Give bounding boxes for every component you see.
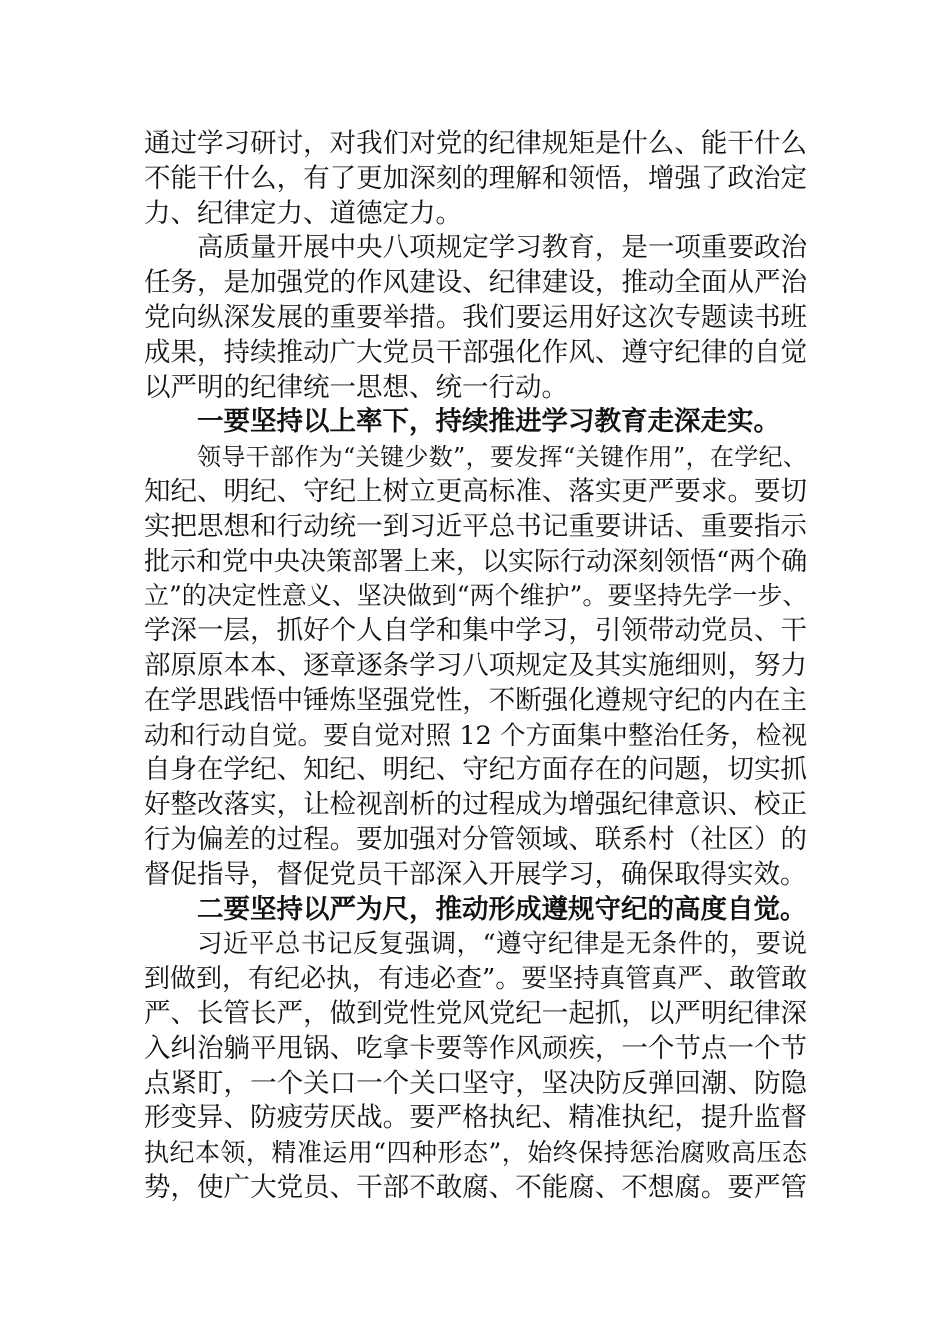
paragraph-line: 动和行动自觉。要自觉对照 12 个方面集中整治任务，检视	[144, 720, 807, 751]
paragraph-line: 部原原本本、逐章逐条学习八项规定及其实施细则，努力	[144, 649, 807, 681]
paragraph-line: 领导干部作为“关键少数”，要发挥“关键作用”，在学纪、	[197, 443, 807, 472]
paragraph-line: 习近平总书记反复强调，“遵守纪律是无条件的，要说	[197, 929, 807, 960]
paragraph-line: 成果，持续推动广大党员干部强化作风、遵守纪律的自觉	[144, 336, 807, 368]
paragraph-line: 任务，是加强党的作风建设、纪律建设，推动全面从严治	[144, 267, 807, 299]
paragraph-line: 势，使广大党员、干部不敢腐、不能腐、不想腐。要严管	[144, 1171, 807, 1203]
paragraph-line: 行为偏差的过程。要加强对分管领域、联系村（社区）的	[144, 823, 807, 855]
paragraph-line: 立”的决定性意义、坚决做到“两个维护”。要坚持先学一步、	[144, 581, 808, 611]
paragraph-line: 以严明的纪律统一思想、统一行动。	[144, 371, 568, 403]
paragraph-line: 力、纪律定力、道德定力。	[144, 197, 462, 229]
paragraph-line: 自身在学纪、知纪、明纪、守纪方面存在的问题，切实抓	[144, 754, 807, 786]
document-body	[144, 127, 807, 1206]
paragraph-line: 高质量开展中央八项规定学习教育，是一项重要政治	[197, 232, 807, 264]
paragraph-line: 形变异、防疲劳厌战。要严格执纪、精准执纪，提升监督	[144, 1102, 807, 1134]
paragraph-line: 在学思践悟中锤炼坚强党性，不断强化遵规守纪的内在主	[144, 684, 807, 716]
paragraph-line: 督促指导，督促党员干部深入开展学习，确保取得实效。	[144, 858, 807, 890]
paragraph-line: 实把思想和行动统一到习近平总书记重要讲话、重要指示	[144, 510, 807, 542]
paragraph-line: 执纪本领，精准运用“四种形态”，始终保持惩治腐败高压态	[144, 1138, 807, 1168]
paragraph-line: 通过学习研讨，对我们对党的纪律规矩是什么、能干什么	[144, 128, 807, 159]
section-heading-line: 一要坚持以上率下，持续推进学习教育走深走实。	[197, 406, 780, 438]
paragraph-line: 不能干什么，有了更加深刻的理解和领悟，增强了政治定	[144, 162, 807, 194]
paragraph-line: 点紧盯，一个关口一个关口坚守，坚决防反弹回潮、防隐	[144, 1067, 807, 1099]
paragraph-line: 到做到，有纪必执，有违必查”。要坚持真管真严、敢管敢	[144, 964, 808, 995]
paragraph-line: 好整改落实，让检视剖析的过程成为增强纪律意识、校正	[144, 789, 807, 821]
section-heading-line: 二要坚持以严为尺，推动形成遵规守纪的高度自觉。	[197, 893, 807, 925]
paragraph-line: 批示和党中央决策部署上来，以实际行动深刻领悟“两个确	[144, 546, 808, 577]
paragraph-line: 党向纵深发展的重要举措。我们要运用好这次专题读书班	[144, 301, 807, 333]
paragraph-line: 学深一层，抓好个人自学和集中学习，引领带动党员、干	[144, 615, 807, 647]
paragraph-line: 知纪、明纪、守纪上树立更高标准、落实更严要求。要切	[144, 475, 807, 507]
paragraph-line: 严、长管长严，做到党性党风党纪一起抓，以严明纪律深	[144, 997, 807, 1029]
paragraph-line: 入纠治躺平甩锅、吃拿卡要等作风顽疾，一个节点一个节	[144, 1032, 807, 1064]
